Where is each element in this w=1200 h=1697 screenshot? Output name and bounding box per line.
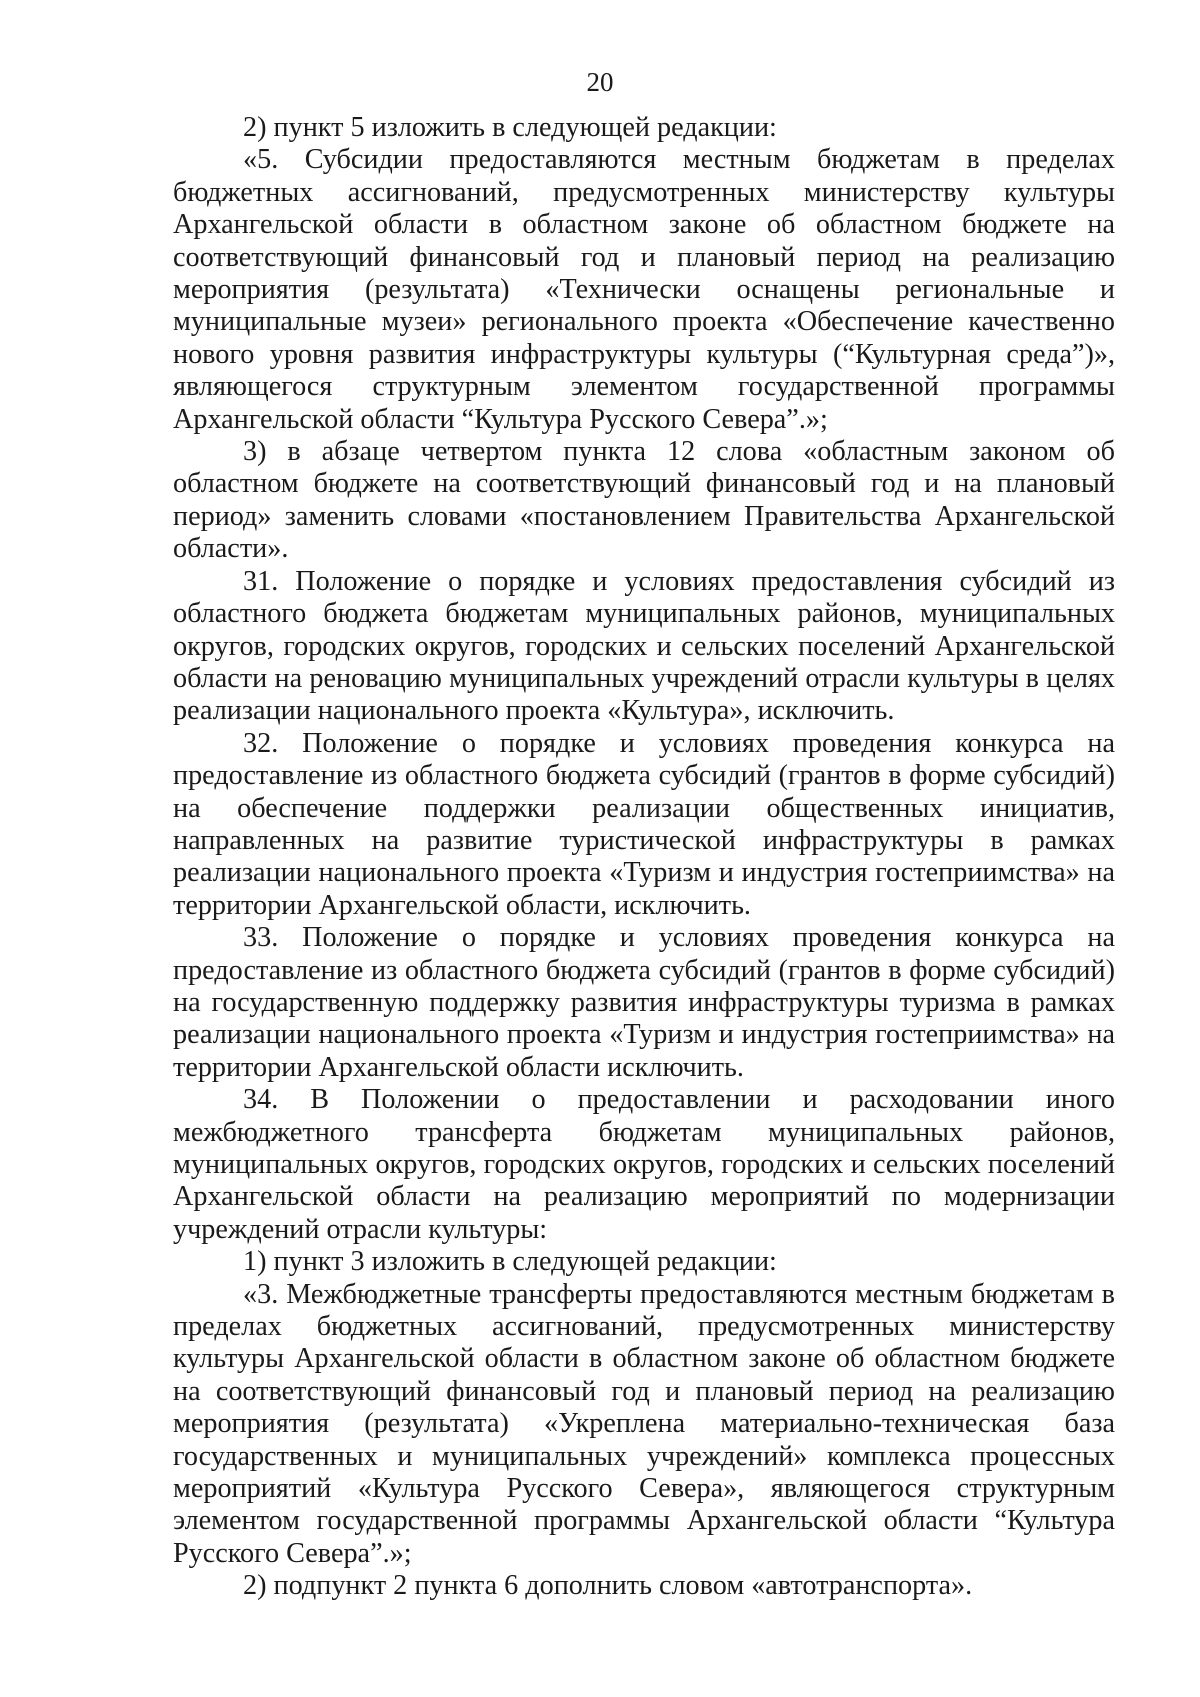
paragraph-item-1-intro: 1) пункт 3 изложить в следующей редакции: (243, 1246, 777, 1278)
paragraph-section-31: 31. Положение о порядке и условиях предоставления субсидий из областного бюджета бюджетам муниципальных районов, муниципальных округов, городских округов, городских и сельских поселений Архангельской области на реновацию муниципальных учреждений отрасли культуры в целях реализации национального проекта «Культура», исключить. (173, 565, 1115, 727)
paragraph-item-2-subclause: 2) подпункт 2 пункта 6 дополнить словом «автотранспорта». (243, 1570, 973, 1602)
page-number: 20 (586, 67, 614, 97)
paragraph-item-3: 3) в абзаце четвертом пункта 12 слова «областным законом об областном бюджете на соответствующий финансовый год и на плановый период» заменить словами «постановлением Правительства Архангельской области». (173, 436, 1115, 565)
paragraph-item-2-intro: 2) пункт 5 изложить в следующей редакции: (243, 112, 777, 143)
document-body (173, 112, 1115, 1603)
paragraph-section-32: 32. Положение о порядке и условиях проведения конкурса на предоставление из областного бюджета субсидий (грантов в форме субсидий) на обеспечение поддержки реализации общественных инициатив, направленных на развитие туристической инфраструктуры в рамках реализации национального проекта «Туризм и индустрия гостеприимства» на территории Архангельской области, исключить. (173, 727, 1115, 921)
paragraph-clause-3-text: «3. Межбюджетные трансферты предоставляются местным бюджетам в пределах бюджетных ассигнований, предусмотренных министерству культуры Архангельской области в областном законе об областном бюджете на соответствующий финансовый год и плановый период на реализацию мероприятия (результата) «Укреплена материально-техническая база государственных и муниципальных учреждений» комплекса процессных мероприятий «Культура Русского Севера», являющегося структурным элементом государственной программы Архангельской области “Культура Русского Севера”.»; (173, 1278, 1115, 1569)
paragraph-clause-5-text: «5. Субсидии предоставляются местным бюджетам в пределах бюджетных ассигнований, предусмотренных министерству культуры Архангельской области в областном законе об областном бюджете на соответствующий финансовый год и плановый период на реализацию мероприятия (результата) «Технически оснащены региональные и муниципальные музеи» регионального проекта «Обеспечение качественно нового уровня развития инфраструктуры культуры (“Культурная среда”)», являющегося структурным элементом государственной программы Архангельской области “Культура Русского Севера”.»; (173, 144, 1115, 435)
paragraph-section-33: 33. Положение о порядке и условиях проведения конкурса на предоставление из областного бюджета субсидий (грантов в форме субсидий) на государственную поддержку развития инфраструктуры туризма в рамках реализации национального проекта «Туризм и индустрия гостеприимства» на территории Архангельской области исключить. (173, 922, 1115, 1083)
paragraph-section-34: 34. В Положении о предоставлении и расходовании иного межбюджетного трансферта бюджетам муниципальных районов, муниципальных округов, городских округов, городских и сельских поселений Архангельской области на реализацию мероприятий по модернизации учреждений отрасли культуры: (173, 1084, 1115, 1245)
